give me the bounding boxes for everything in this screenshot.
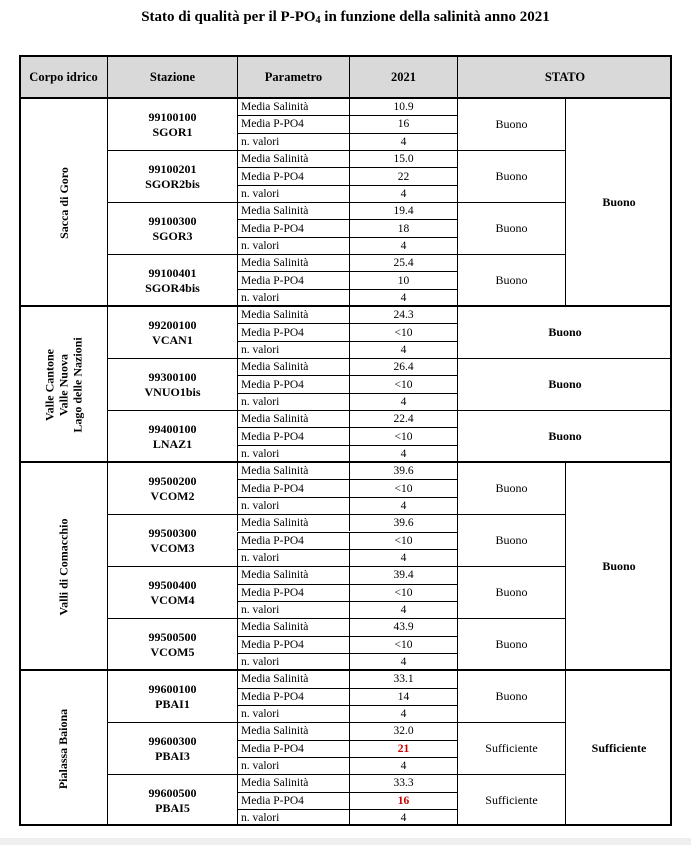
parameter-label: Media P-PO4: [237, 584, 349, 601]
value-2021: 39.4: [349, 566, 457, 583]
parameter-label: Media Salinità: [237, 410, 349, 427]
header-anno: 2021: [349, 55, 457, 98]
parameter-label: Media Salinità: [237, 774, 349, 791]
value-2021: <10: [349, 427, 457, 444]
overall-stato: Sufficiente: [565, 670, 672, 826]
parameter-label: n. valori: [237, 705, 349, 722]
station: [107, 566, 237, 618]
parameter-label: Media Salinità: [237, 514, 349, 531]
corpo-idrico-line: Lago delle Nazioni: [70, 336, 85, 433]
parameter-label: n. valori: [237, 393, 349, 410]
station-code: 99100100: [148, 109, 197, 124]
station-code: 99600500: [148, 785, 197, 800]
value-2021: 4: [349, 133, 457, 150]
station-stato: Buono: [457, 358, 672, 410]
overall-stato: Buono: [565, 98, 672, 306]
value-2021: 24.3: [349, 306, 457, 323]
value-2021: 4: [349, 497, 457, 514]
station-code: 99100300: [148, 213, 197, 228]
value-2021: 39.6: [349, 462, 457, 479]
station: [107, 514, 237, 566]
station: [107, 670, 237, 722]
station-name: LNAZ1: [152, 436, 193, 451]
corpo-idrico-line: Pialassa Baiona: [56, 708, 71, 789]
value-2021: 4: [349, 341, 457, 358]
value-2021: <10: [349, 636, 457, 653]
value-2021: 4: [349, 445, 457, 462]
corpo-idrico-line: Valle Cantone: [42, 348, 57, 421]
station-name: VCOM2: [150, 488, 195, 503]
parameter-label: Media P-PO4: [237, 792, 349, 809]
value-2021: 4: [349, 185, 457, 202]
station-code: 99100201: [148, 161, 197, 176]
station-stato: Sufficiente: [457, 722, 565, 774]
parameter-label: Media P-PO4: [237, 688, 349, 705]
parameter-label: Media P-PO4: [237, 479, 349, 496]
value-2021: <10: [349, 323, 457, 340]
station-code: 99600300: [148, 733, 197, 748]
value-2021: 4: [349, 289, 457, 306]
value-2021: 10: [349, 271, 457, 288]
parameter-label: n. valori: [237, 497, 349, 514]
station: [107, 254, 237, 306]
parameter-label: Media Salinità: [237, 98, 349, 115]
station-stato: Buono: [457, 410, 672, 462]
parameter-label: n. valori: [237, 757, 349, 774]
parameter-label: Media Salinità: [237, 566, 349, 583]
station-stato: Buono: [457, 98, 565, 150]
value-2021: 32.0: [349, 722, 457, 739]
parameter-label: Media P-PO4: [237, 167, 349, 184]
value-2021: 33.3: [349, 774, 457, 791]
station-code: 99200100: [148, 317, 197, 332]
value-2021: 4: [349, 237, 457, 254]
station-name: VCOM5: [150, 644, 195, 659]
parameter-label: n. valori: [237, 237, 349, 254]
parameter-label: n. valori: [237, 185, 349, 202]
parameter-label: Media Salinità: [237, 202, 349, 219]
value-2021: 18: [349, 219, 457, 236]
corpo-idrico-label: [57, 518, 71, 615]
parameter-label: Media P-PO4: [237, 427, 349, 444]
page-title: Stato di qualità per il $P-PO_4$ in funzione della salinità anno 2021: [141, 9, 550, 26]
header-parametro: Parametro: [237, 55, 349, 98]
parameter-label: Media Salinità: [237, 358, 349, 375]
value-2021: 16: [349, 792, 457, 809]
value-2021: 4: [349, 549, 457, 566]
overall-stato: Buono: [565, 462, 672, 670]
value-2021: 4: [349, 705, 457, 722]
value-2021: 19.4: [349, 202, 457, 219]
parameter-label: Media P-PO4: [237, 375, 349, 392]
station-stato: Buono: [457, 202, 565, 254]
header-stazione: Stazione: [107, 55, 237, 98]
value-2021: 4: [349, 653, 457, 670]
value-2021: 26.4: [349, 358, 457, 375]
parameter-label: n. valori: [237, 133, 349, 150]
station-name: SGOR1: [152, 124, 193, 139]
parameter-label: Media P-PO4: [237, 271, 349, 288]
value-2021: 14: [349, 688, 457, 705]
corpo-idrico-line: Sacca di Goro: [56, 166, 71, 239]
corpo-idrico: [19, 462, 107, 670]
station-stato: Buono: [457, 566, 565, 618]
station-name: SGOR4bis: [145, 280, 200, 295]
header-corpo: Corpo idrico: [19, 55, 107, 98]
value-2021: 21: [349, 740, 457, 757]
station-name: VCAN1: [152, 332, 193, 347]
corpo-idrico: [19, 306, 107, 462]
station: [107, 98, 237, 150]
station: [107, 722, 237, 774]
parameter-label: n. valori: [237, 549, 349, 566]
value-2021: 15.0: [349, 150, 457, 167]
parameter-label: n. valori: [237, 809, 349, 826]
station: [107, 774, 237, 826]
station-name: VCOM4: [150, 592, 195, 607]
station-name: PBAI5: [155, 800, 190, 815]
value-2021: 25.4: [349, 254, 457, 271]
station-name: SGOR3: [152, 228, 193, 243]
station-name: SGOR2bis: [145, 176, 200, 191]
header-stato: STATO: [457, 55, 672, 98]
station: [107, 358, 237, 410]
station: [107, 306, 237, 358]
parameter-label: Media P-PO4: [237, 740, 349, 757]
value-2021: 43.9: [349, 618, 457, 635]
value-2021: 22: [349, 167, 457, 184]
corpo-idrico: [19, 98, 107, 306]
parameter-label: Media P-PO4: [237, 115, 349, 132]
station-stato: Buono: [457, 254, 565, 306]
parameter-label: Media P-PO4: [237, 219, 349, 236]
station-stato: Sufficiente: [457, 774, 565, 826]
corpo-idrico-label: [43, 337, 85, 432]
parameter-label: Media Salinità: [237, 670, 349, 687]
station-name: VCOM3: [150, 540, 195, 555]
parameter-label: n. valori: [237, 289, 349, 306]
value-2021: 4: [349, 601, 457, 618]
value-2021: 4: [349, 757, 457, 774]
value-2021: <10: [349, 584, 457, 601]
parameter-label: Media P-PO4: [237, 323, 349, 340]
value-2021: 33.1: [349, 670, 457, 687]
parameter-label: n. valori: [237, 445, 349, 462]
parameter-label: Media Salinità: [237, 306, 349, 323]
station-stato: Buono: [457, 670, 565, 722]
corpo-idrico: [19, 670, 107, 826]
station-code: 99600100: [148, 681, 197, 696]
parameter-label: n. valori: [237, 601, 349, 618]
parameter-label: Media Salinità: [237, 150, 349, 167]
station-stato: Buono: [457, 306, 672, 358]
station-name: PBAI1: [155, 696, 190, 711]
station-stato: Buono: [457, 462, 565, 514]
parameter-label: Media Salinità: [237, 722, 349, 739]
value-2021: 39.6: [349, 514, 457, 531]
station: [107, 410, 237, 462]
parameter-label: Media Salinità: [237, 462, 349, 479]
corpo-idrico-label: [56, 709, 70, 789]
station-name: VNUO1bis: [144, 384, 201, 399]
station-code: 99400100: [148, 421, 197, 436]
corpo-idrico-label: [57, 167, 71, 239]
station: [107, 202, 237, 254]
parameter-label: Media Salinità: [237, 618, 349, 635]
parameter-label: Media Salinità: [237, 254, 349, 271]
station-code: 99100401: [148, 265, 197, 280]
station-stato: Buono: [457, 618, 565, 670]
parameter-label: n. valori: [237, 341, 349, 358]
station: [107, 462, 237, 514]
parameter-label: Media P-PO4: [237, 532, 349, 549]
station-stato: Buono: [457, 150, 565, 202]
value-2021: 4: [349, 809, 457, 826]
value-2021: <10: [349, 375, 457, 392]
value-2021: 10.9: [349, 98, 457, 115]
station-code: 99500500: [148, 629, 197, 644]
station-code: 99300100: [148, 369, 197, 384]
station-code: 99500300: [148, 525, 197, 540]
parameter-label: n. valori: [237, 653, 349, 670]
value-2021: 16: [349, 115, 457, 132]
station-name: PBAI3: [155, 748, 190, 763]
quality-table: [19, 55, 672, 827]
corpo-idrico-line: Valli di Comacchio: [56, 518, 71, 616]
station-code: 99500200: [148, 473, 197, 488]
station: [107, 150, 237, 202]
bottom-band: [0, 838, 691, 845]
station-stato: Buono: [457, 514, 565, 566]
station: [107, 618, 237, 670]
corpo-idrico-line: Valle Nuova: [56, 353, 71, 416]
value-2021: 22.4: [349, 410, 457, 427]
value-2021: <10: [349, 479, 457, 496]
value-2021: 4: [349, 393, 457, 410]
parameter-label: Media P-PO4: [237, 636, 349, 653]
value-2021: <10: [349, 532, 457, 549]
station-code: 99500400: [148, 577, 197, 592]
